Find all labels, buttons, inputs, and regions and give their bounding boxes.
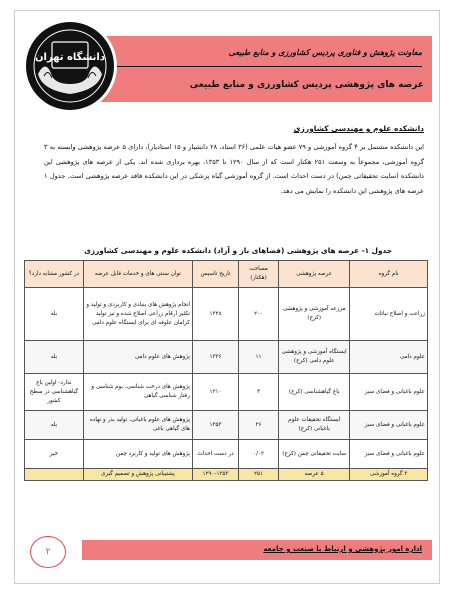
table-cell: انجام پژوهش های بنیادی و کاربردی و تولید و تکثیر ارقام زراعی اصلاح شده و نیز تولید کرامان علوفه ای برای ایستگاه علوم دامی — [83, 288, 192, 341]
page-number: ۲ — [45, 547, 51, 557]
table-cell: ۱۳۲۸ — [192, 288, 238, 341]
section-paragraph: این دانشکده مشتمل بر ۴ گروه آموزشی و ۷۹ عضو هیات علمی (۳۶ استاد، ۲۸ دانشیار و ۱۵ استادیار)، دارای ۵ عرصه پژوهشی وابسته به ۳ گروه آموزشی، مجموعاً به وسعت ۲۵۱ هکتار است که از سال ۱۲۹۰ تا ۱۳۵۳، بهره برداری شده اند. یکی از عرصه های پژوهشی این دانشکده (سایت تحقیقاتی چمن) در دست احداث است. از گروه آموزشی گیاه پزشکی در این دانشکده فاقد عرصه پژوهشی است. جدول ۱ عرصه های پژوهشی این دانشکده را نمایش می دهد. — [44, 143, 424, 195]
table-cell: علوم دامی — [350, 341, 428, 374]
table-row — [25, 440, 428, 469]
table-cell: زراعت و اصلاح نباتات — [350, 288, 428, 341]
total-cell — [25, 469, 84, 481]
table-row — [25, 374, 428, 411]
table-cell: ایستگاه تحقیقات علوم باغبانی (کرج) — [278, 411, 349, 440]
section-title: دانشکده علوم و مهندسی کشاورزی — [293, 124, 424, 133]
total-cell: ۳ گروه آموزشی — [350, 469, 428, 481]
table-cell: خیر — [25, 440, 84, 469]
table-cell: بله — [25, 411, 84, 440]
table-cell: ۱۳۳۶ — [192, 341, 238, 374]
table-cell: سایت تحقیقاتی چمن (کرج) — [278, 440, 349, 469]
table-caption: جدول ۱- عرصه های پژوهشی (فضاهای باز و آزاد) دانشکده علوم و مهندسی کشاورزی — [84, 246, 392, 255]
header-cell: در کشور مشابه دارد؟ — [25, 261, 84, 288]
table-cell: علوم باغبانی و فضای سبز — [350, 440, 428, 469]
table-total-row — [25, 469, 428, 481]
table-cell: پژوهش های درخت شناسی، بوم شناسی و رفتار شناسی گیاهی — [83, 374, 192, 411]
page-number-badge — [30, 536, 66, 568]
table-cell: علوم باغبانی و فضای سبز — [350, 411, 428, 440]
header-cell: عرصه پژوهشی — [278, 261, 349, 288]
table-row — [25, 341, 428, 374]
header-cell: توان سنتی های و خدمات قابل عرضه — [83, 261, 192, 288]
table-header-row — [25, 261, 428, 288]
table-row — [25, 411, 428, 440]
table-cell: ۱۳۵۳ — [192, 411, 238, 440]
table-cell: پژوهش های علوم باغبانی، تولید بذر و نهاده های گیاهی باغی — [83, 411, 192, 440]
header-subtitle: معاونت پژوهش و فناوری پردیس کشاورزی و منابع طبیعی — [228, 48, 422, 57]
research-sites-table — [24, 260, 428, 481]
table-cell: ندارد- اولین باغ گیاهشناسی در سطح کشور — [25, 374, 84, 411]
table-row — [25, 288, 428, 341]
table-cell: ۱۳۱۰ — [192, 374, 238, 411]
table-cell: ۱۱ — [239, 341, 279, 374]
header-divider — [100, 66, 422, 67]
total-cell: ۲۵۱ — [239, 469, 279, 481]
table-cell: ۲۰۰ — [239, 288, 279, 341]
table-cell: علوم باغبانی و فضای سبز — [350, 374, 428, 411]
total-cell: ۵ عرصه — [278, 469, 349, 481]
header-cell: مساحت (هکتار) — [239, 261, 279, 288]
total-cell: پشتیبانی پژوهش و تصمیم گیری — [83, 469, 192, 481]
table-cell: بله — [25, 288, 84, 341]
table-cell: ۴ — [239, 374, 279, 411]
total-cell: ۱۲۹۰-۱۳۵۳ — [192, 469, 238, 481]
logo-text: دانشگاه تهران — [35, 52, 105, 63]
header-title: عرصه های پژوهشی پردیس کشاورزی و منابع طبیعی — [189, 80, 424, 90]
table-cell: باغ گیاهشناسی (کرج) — [278, 374, 349, 411]
table-cell: بله — [25, 341, 84, 374]
header-band — [82, 36, 432, 102]
header-cell: نام گروه — [350, 261, 428, 288]
table-cell: ۰/۰۲ — [239, 440, 279, 469]
footer-text: اداره امور پژوهشی و ارتباط با صنعت و جامعه — [263, 545, 422, 553]
table-cell: ۳۶ — [239, 411, 279, 440]
table-cell: مزرعه آموزشی و پژوهشی (کرج) — [278, 288, 349, 341]
table-cell: پژوهش های علوم دامی — [83, 341, 192, 374]
table-cell: ایستگاه آموزشی و پژوهشی علوم دامی (کرج) — [278, 341, 349, 374]
header-cell: تاریخ تاسیس — [192, 261, 238, 288]
table-cell: پژوهش های تولید و کاربرد چمن — [83, 440, 192, 469]
table-cell: در دست احداث — [192, 440, 238, 469]
university-logo — [22, 18, 118, 114]
